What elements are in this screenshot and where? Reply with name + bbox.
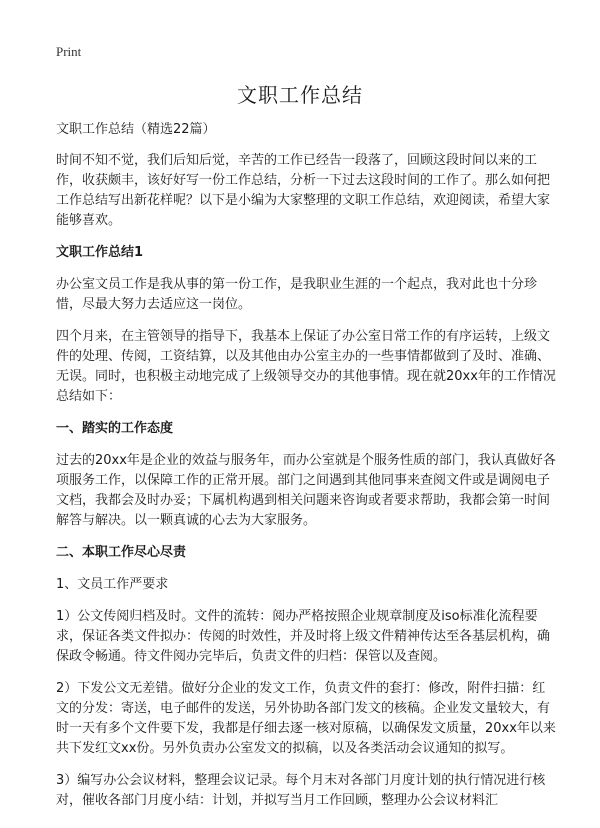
print-link[interactable]: Print — [56, 44, 82, 59]
heading-duties: 二、本职工作尽心尽责 — [56, 545, 187, 560]
document-body — [56, 120, 556, 823]
list-item-2: 2）下发公文无差错。做好分企业的发文工作，负责文件的套打：修改，附件扫描：红文的分发：寄送，电子邮件的发送，另外协助各部门发文的核稿。企业发文量较大，有时一天有多个文件要下发，我都是仔细去逐一核对原稿，以确保发文质量，20xx年以来共下发红文xx份。另外负责办公室发文的拟稿，以及各类活动会议通知的拟写。 — [56, 681, 556, 756]
heading-work-attitude: 一、踏实的工作态度 — [56, 421, 174, 436]
list-item-3: 3）编写办公会议材料，整理会议记录。每个月末对各部门月度计划的执行情况进行核对，催收各部门月度小结：计划，并拟写当月工作回顾，整理办公会议材料汇 — [56, 773, 546, 808]
list-item-1: 1）公文传阅归档及时。文件的流转：阅办严格按照企业规章制度及iso标准化流程要求，保证各类文件拟办：传阅的时效性，并及时将上级文件精神传达至各基层机构，确保政令畅通。待文件阅办完毕后，负责文件的归档：保管以及查阅。 — [56, 609, 551, 664]
document-title: 文职工作总结 — [237, 83, 363, 107]
section-heading-1: 文职工作总结1 — [56, 245, 144, 260]
document-subtitle: 文职工作总结（精选22篇） — [56, 122, 216, 137]
intro-paragraph: 时间不知不觉，我们后知后觉，辛苦的工作已经告一段落了，回顾这段时间以来的工作，收获颇丰，该好好写一份工作总结，分析一下过去这段时间的工作了。那么如何把工作总结写出新花样呢？以下是小编为大家整理的文职工作总结，欢迎阅读，希望大家能够喜欢。 — [56, 153, 551, 228]
list-item-heading: 1、文员工作严要求 — [56, 577, 169, 592]
paragraph-3: 过去的20xx年是企业的效益与服务年，而办公室就是个服务性质的部门，我认真做好各项服务工作，以保障工作的正常开展。部门之间遇到其他同事来查阅文件或是调阅电子文档，我都会及时办妥；下属机构遇到相关问题来咨询或者要求帮助，我都会第一时间解答与解决。以一颗真诚的心去为大家服务。 — [56, 453, 556, 528]
paragraph-2: 四个月来，在主管领导的指导下，我基本上保证了办公室日常工作的有序运转，上级文件的处理、传阅，工资结算，以及其他由办公室主办的一些事情都做到了及时、准确、无误。同时，也积极主动地完成了上级领导交办的其他事情。现在就20xx年的工作情况总结如下： — [56, 329, 556, 404]
paragraph-1: 办公室文员工作是我从事的第一份工作，是我职业生涯的一个起点，我对此也十分珍惜，尽最大努力去适应这一岗位。 — [56, 277, 538, 312]
